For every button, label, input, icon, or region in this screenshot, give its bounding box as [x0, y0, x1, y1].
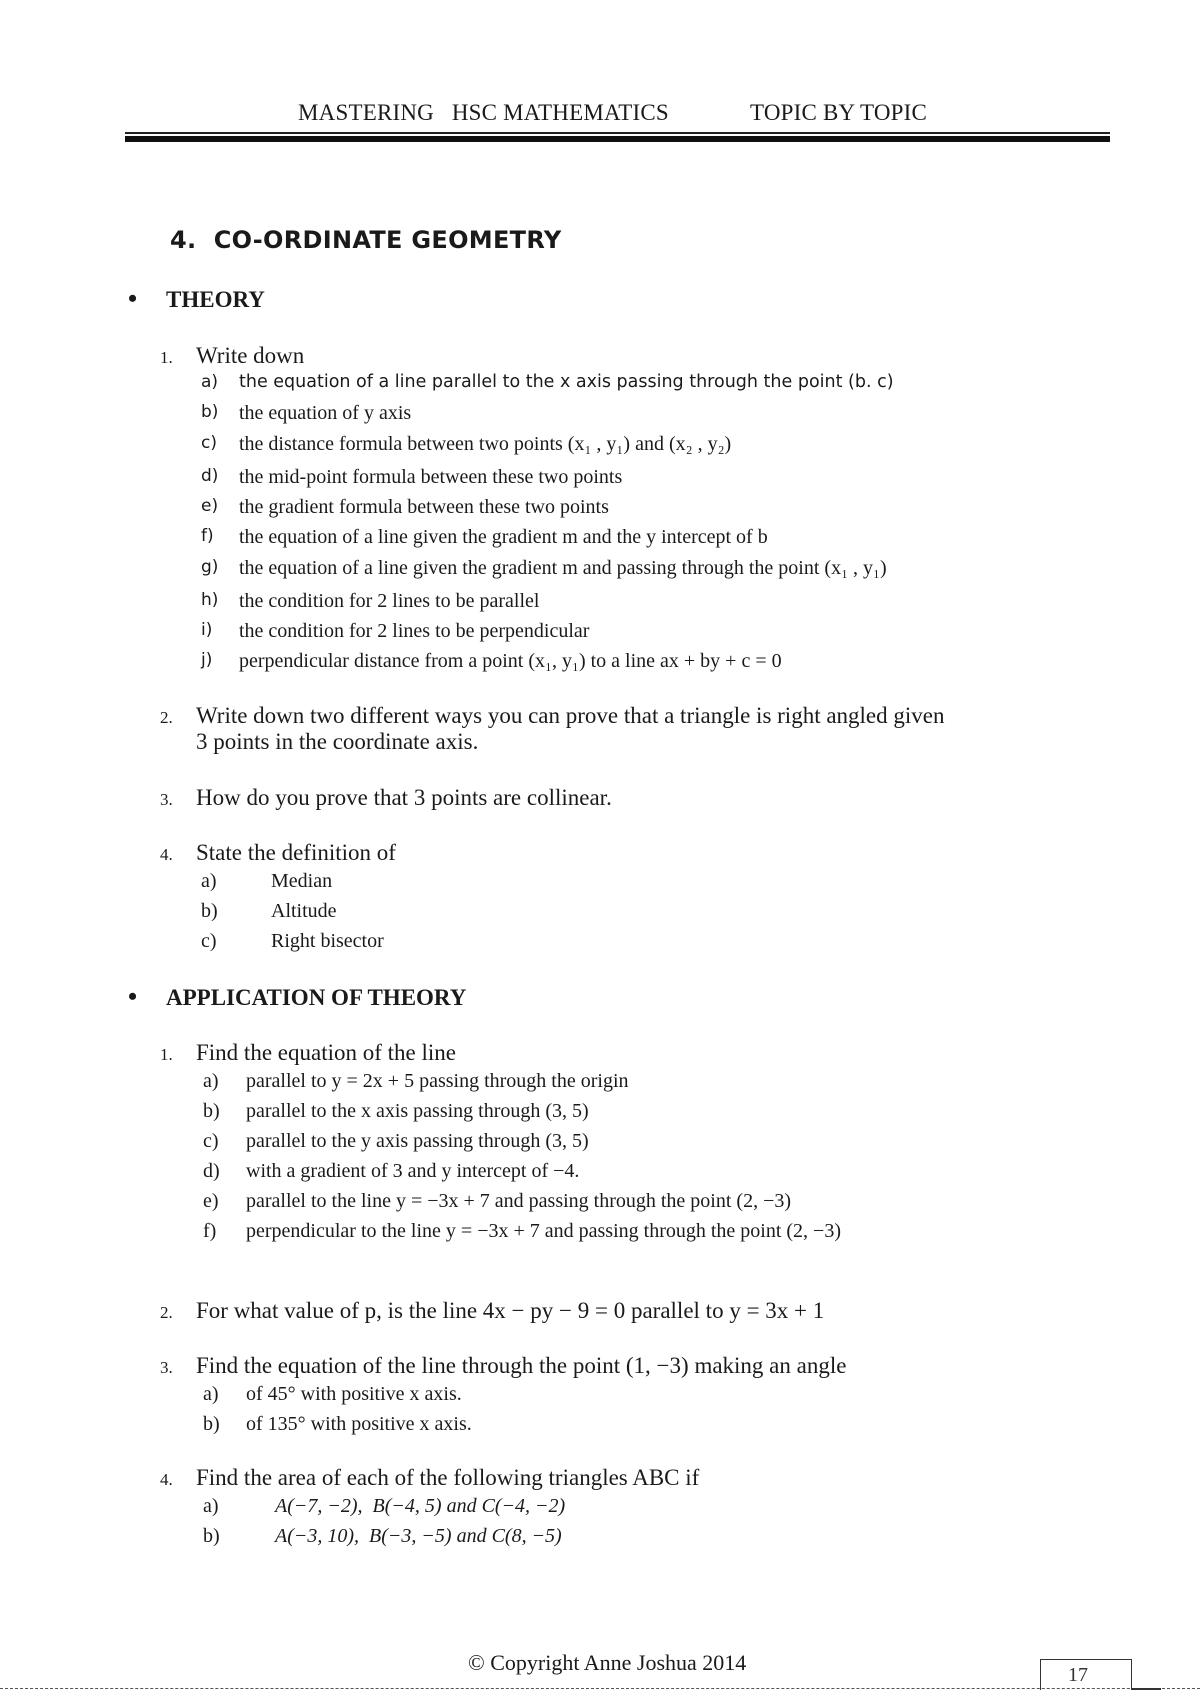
- theory-question-2: [160, 703, 1060, 755]
- header-book-title: MASTERING HSC MATHEMATICS: [298, 100, 669, 125]
- question-text: State the definition of: [196, 840, 396, 865]
- application-question-1: [160, 1040, 1060, 1066]
- question-number: 2.: [160, 1303, 173, 1322]
- question-text: Find the equation of the line through the point (1, −3) making an angle: [196, 1353, 847, 1378]
- copyright-notice: © Copyright Anne Joshua 2014: [468, 1650, 747, 1675]
- question-number: 2.: [160, 708, 173, 727]
- application-question-2: [160, 1298, 1060, 1324]
- question-text-continued: 3 points in the coordinate axis.: [196, 729, 479, 754]
- section-title: APPLICATION OF THEORY: [166, 985, 467, 1010]
- question-text: For what value of p, is the line 4x − py − 9 = 0 parallel to y = 3x + 1: [196, 1298, 825, 1323]
- header-rule-thick: [125, 136, 1110, 142]
- page-number: 17: [1068, 1664, 1088, 1686]
- section-theory-heading: [128, 284, 265, 314]
- theory-question-1: [160, 343, 1060, 369]
- question-text: Find the area of each of the following triangles ABC if: [196, 1465, 700, 1490]
- chapter-title: 4. CO-ORDINATE GEOMETRY: [170, 226, 562, 254]
- question-number: 4.: [160, 845, 173, 864]
- theory-question-4: [160, 840, 1060, 866]
- header-subtitle: TOPIC BY TOPIC: [750, 100, 928, 125]
- question-number: 3.: [160, 790, 173, 809]
- question-text: Write down two different ways you can prove that a triangle is right angled given: [196, 703, 945, 728]
- application-question-3: [160, 1353, 1060, 1379]
- question-number: 3.: [160, 1358, 173, 1377]
- bullet-icon: •: [128, 284, 138, 313]
- footer-rule: [0, 1688, 1200, 1690]
- bullet-icon: •: [128, 982, 138, 1011]
- question-number: 4.: [160, 1470, 173, 1489]
- question-text: Find the equation of the line: [196, 1040, 456, 1065]
- question-text: How do you prove that 3 points are collinear.: [196, 785, 612, 810]
- question-text: Write down: [196, 343, 305, 368]
- footer-rule-tail: [1131, 1688, 1161, 1690]
- theory-question-3: [160, 785, 1060, 811]
- application-question-4: [160, 1465, 1060, 1491]
- section-title: THEORY: [166, 287, 265, 312]
- question-number: 1.: [160, 1045, 173, 1064]
- question-number: 1.: [160, 348, 173, 367]
- header-rule-thin: [125, 132, 1110, 134]
- section-application-heading: [128, 982, 466, 1012]
